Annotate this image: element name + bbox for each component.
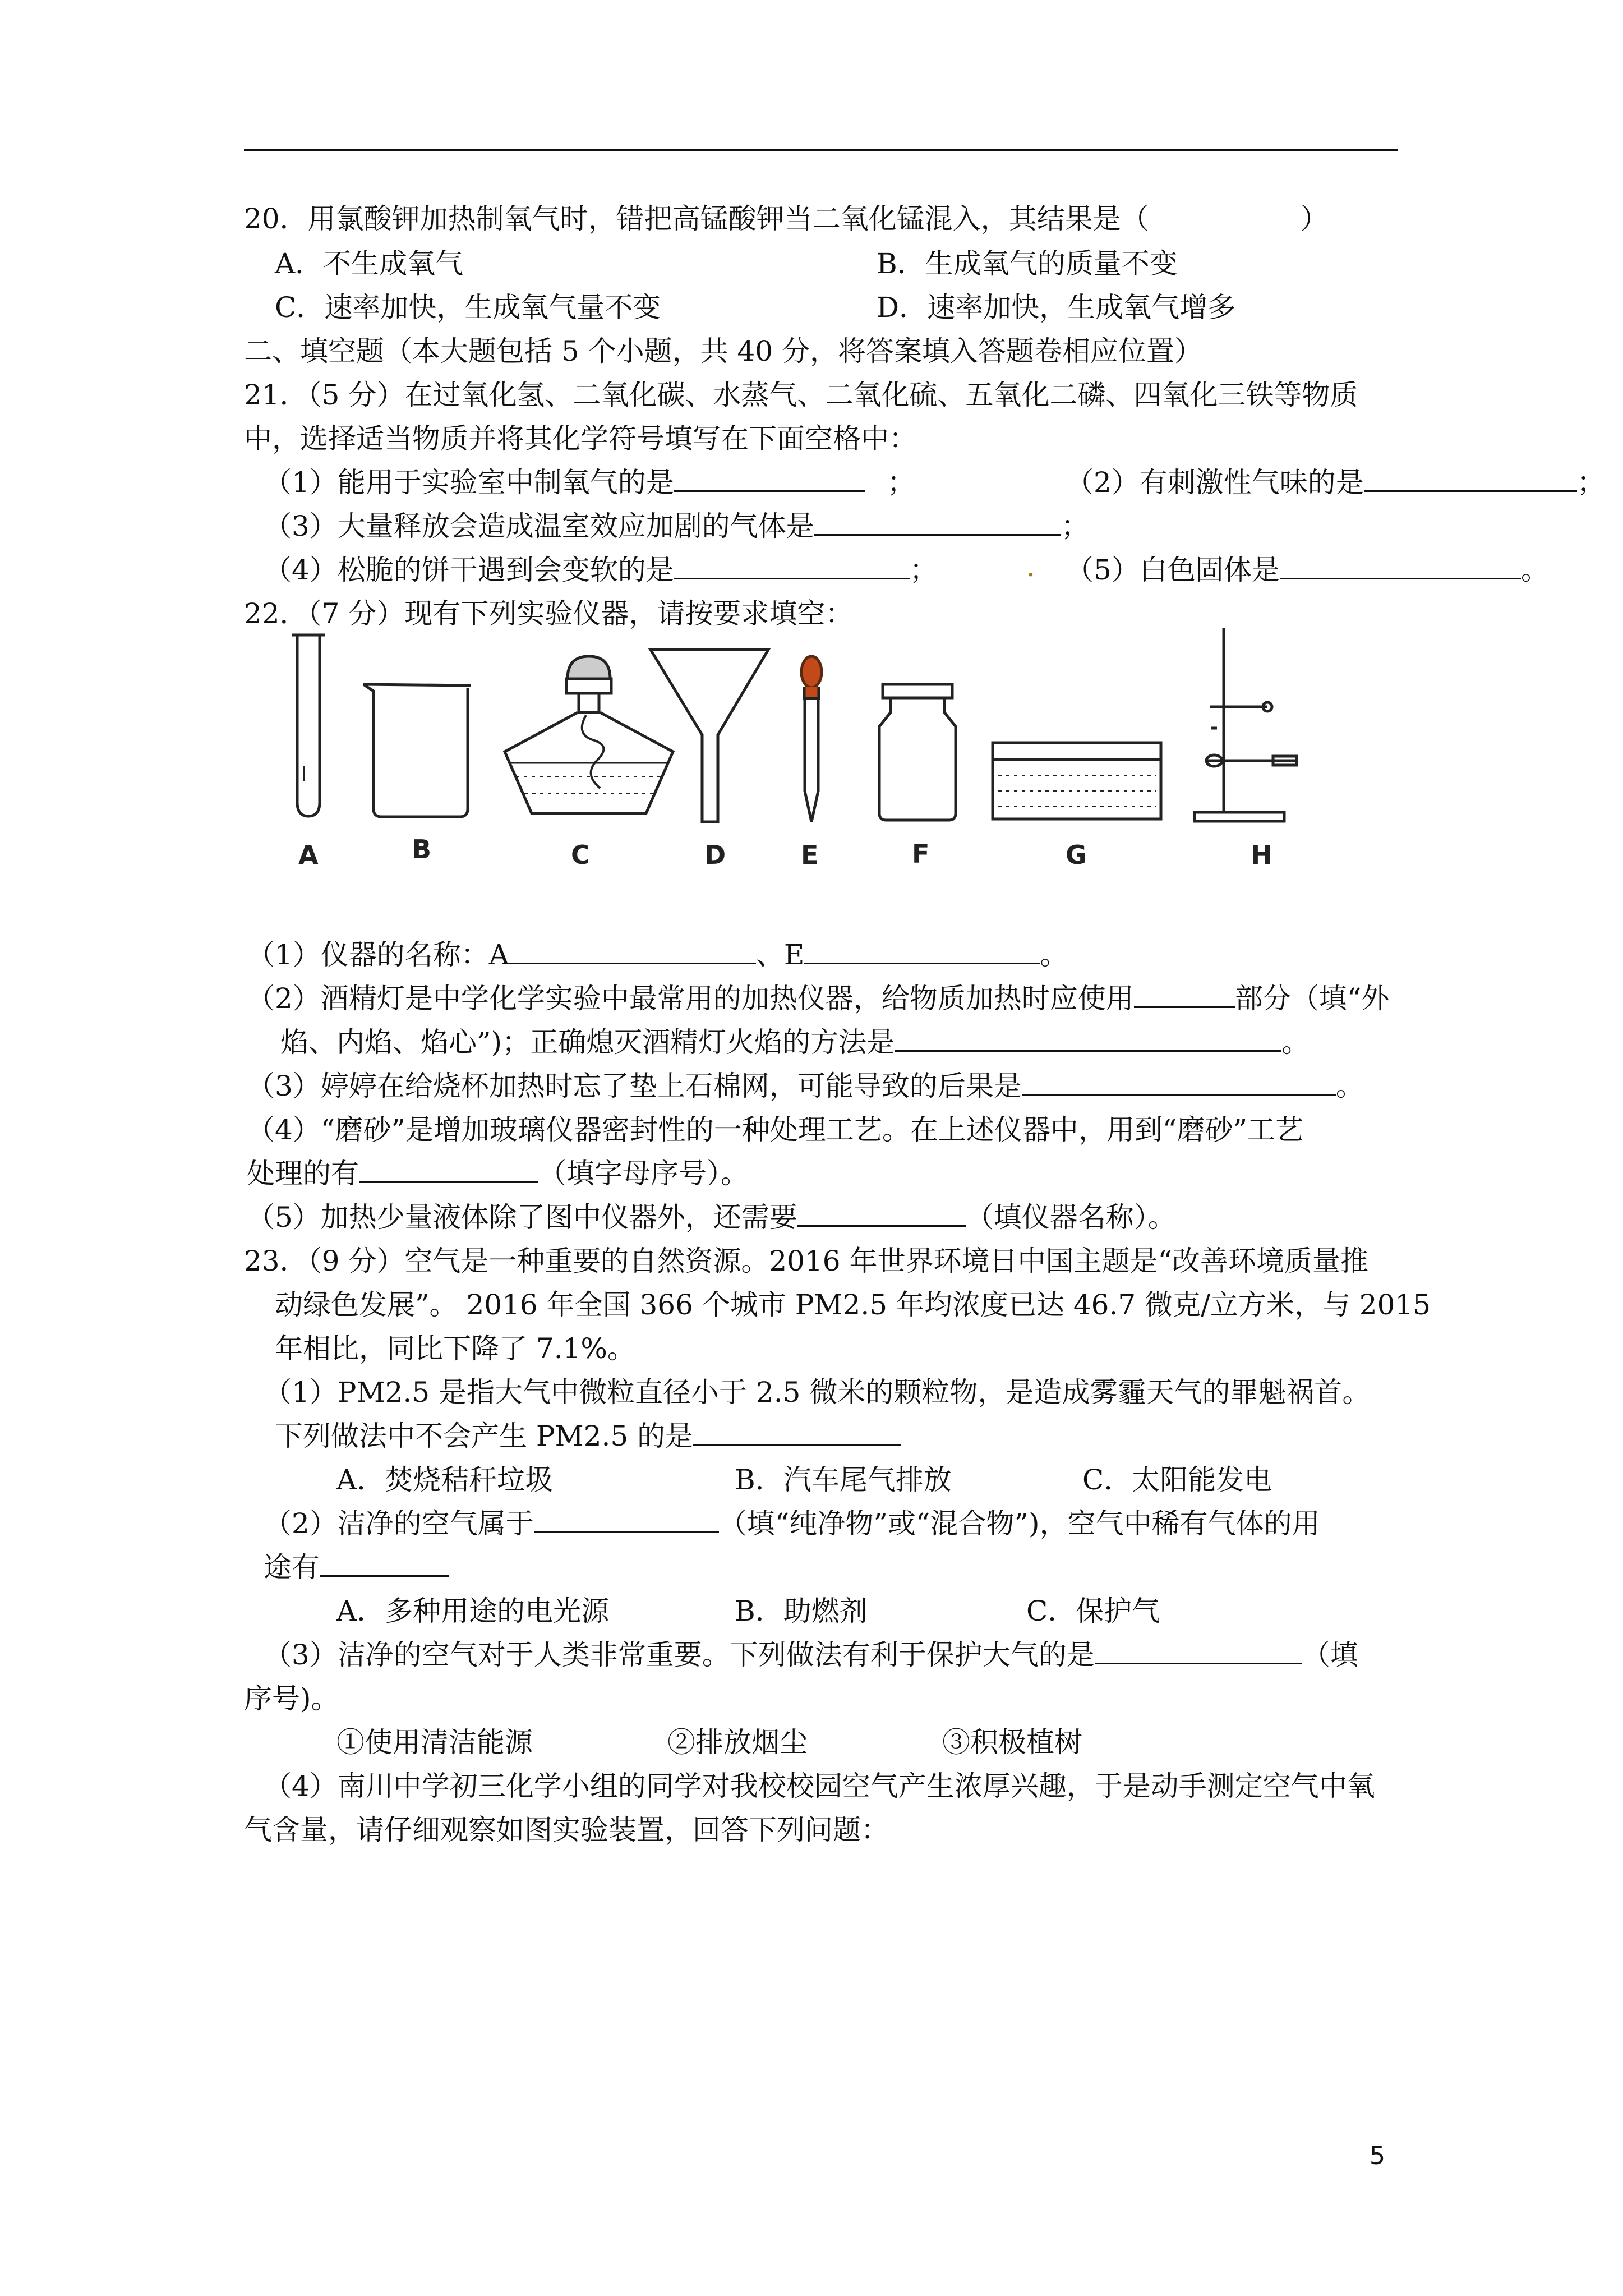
- q20-option-c: C．速率加快，生成氧气量不变: [275, 291, 661, 324]
- q23-stem-line2: 动绿色发展”。 2016 年全国 366 个城市 PM2.5 年均浓度已达 46.7 微克/立方米，与 2015: [275, 1289, 1431, 1321]
- label-e: E: [801, 840, 819, 870]
- answer-blank[interactable]: [1280, 553, 1521, 579]
- answer-blank[interactable]: [693, 1419, 901, 1446]
- q23-part3-option-3: ③积极植树: [942, 1726, 1082, 1759]
- q21-part3: （3）大量释放会造成温室效应加剧的气体是 ；: [264, 510, 1089, 542]
- section-2-heading: 二、填空题（本大题包括 5 个小题，共 40 分，将答案填入答题卷相应位置）: [244, 335, 1203, 367]
- header-rule: [244, 149, 1398, 151]
- dropper-icon: [801, 656, 822, 822]
- answer-blank[interactable]: [534, 1507, 719, 1533]
- answer-blank[interactable]: [814, 509, 1061, 536]
- q20-stem: 20．用氯酸钾加热制氧气时，错把高锰酸钾当二氧化锰混入，其结果是（ ）: [244, 203, 1329, 235]
- q23-part4-line2: 气含量，请仔细观察如图实验装置，回答下列问题：: [244, 1814, 889, 1846]
- q22-part2-line1: （2）酒精灯是中学化学实验中最常用的加热仪器，给物质加热时应使用 部分（填“外: [247, 982, 1390, 1015]
- test-tube-icon: [292, 635, 325, 816]
- q23-part2-option-a: A．多种用途的电光源: [336, 1595, 610, 1627]
- q22-part2-line2: 焰、内焰、焰心”)；正确熄灭酒精灯火焰的方法是 。: [280, 1026, 1310, 1059]
- stray-dot: .: [1026, 550, 1035, 583]
- q23-part2-option-b: B．助燃剂: [735, 1595, 868, 1627]
- answer-blank[interactable]: [359, 1157, 538, 1183]
- q23-part3-line2: 序号)。: [244, 1682, 339, 1715]
- q22-stem: 22．（7 分）现有下列实验仪器，请按要求填空：: [244, 597, 854, 630]
- answer-blank[interactable]: [1364, 466, 1577, 492]
- q20-option-d: D．速率加快，生成氧气增多: [877, 291, 1236, 324]
- label-d: D: [704, 840, 726, 870]
- q21-part2: （2）有刺激性气味的是 ；: [1066, 466, 1605, 499]
- lab-apparatus-figure: [264, 628, 1352, 881]
- answer-blank[interactable]: [895, 1025, 1281, 1052]
- reagent-bottle-icon: [879, 684, 956, 820]
- answer-blank[interactable]: [674, 466, 865, 492]
- funnel-icon: [651, 650, 768, 822]
- q23-stem-line1: 23．（9 分）空气是一种重要的自然资源。2016 年世界环境日中国主题是“改善环境质量推: [244, 1245, 1369, 1277]
- q23-part1-option-c: C．太阳能发电: [1082, 1464, 1272, 1496]
- answer-blank[interactable]: [674, 553, 910, 579]
- q20-option-b: B．生成氧气的质量不变: [877, 247, 1178, 280]
- answer-blank[interactable]: [509, 938, 756, 964]
- q22-part4-line2: 处理的有 （填字母序号）。: [247, 1157, 749, 1190]
- q23-part1-line1: （1）PM2.5 是指大气中微粒直径小于 2.5 微米的颗粒物，是造成雾霾天气的罪魁祸首。: [264, 1376, 1371, 1409]
- q22-part5: （5）加热少量液体除了图中仪器外，还需要 （填仪器名称）。: [247, 1201, 1176, 1234]
- q23-part1-option-b: B．汽车尾气排放: [735, 1464, 952, 1496]
- answer-blank[interactable]: [1134, 982, 1235, 1008]
- q22-part4-line1: （4）“磨砂”是增加玻璃仪器密封性的一种处理工艺。在上述仪器中，用到“磨砂”工艺: [247, 1114, 1304, 1146]
- q21-part4: （4）松脆的饼干遇到会变软的是 ；: [264, 554, 938, 586]
- q23-part1-line2: 下列做法中不会产生 PM2.5 的是: [275, 1419, 901, 1453]
- q23-part2-line1: （2）洁净的空气属于 （填“纯净物”或“混合物”)，空气中稀有气体的用: [264, 1507, 1320, 1540]
- q23-stem-line3: 年相比，同比下降了 7.1%。: [275, 1332, 635, 1365]
- answer-blank[interactable]: [1022, 1069, 1336, 1096]
- beaker-icon: [363, 684, 471, 817]
- answer-blank[interactable]: [320, 1550, 449, 1577]
- q23-part3-option-1: ①使用清洁能源: [336, 1726, 533, 1759]
- q23-part3-line1: （3）洁净的空气对于人类非常重要。下列做法有利于保护大气的是 （填: [264, 1639, 1358, 1671]
- answer-blank[interactable]: [1095, 1638, 1302, 1664]
- label-b: B: [412, 834, 432, 864]
- iron-stand-icon: [1195, 628, 1297, 821]
- q21-part1: （1）能用于实验室中制氧气的是 ；: [264, 466, 915, 499]
- page-number: 5: [1370, 2142, 1385, 2170]
- water-trough-icon: [993, 743, 1161, 819]
- answer-blank[interactable]: [797, 1200, 966, 1227]
- q20-option-a: A．不生成氧气: [275, 247, 464, 280]
- q21-stem-line1: 21．（5 分）在过氧化氢、二氧化碳、水蒸气、二氧化硫、五氧化二磷、四氧化三铁等物质: [244, 379, 1358, 411]
- label-h: H: [1251, 840, 1272, 870]
- q22-part3: （3）婷婷在给烧杯加热时忘了垫上石棉网，可能导致的后果是 。: [247, 1070, 1364, 1102]
- label-g: G: [1066, 840, 1087, 870]
- q21-stem-line2: 中，选择适当物质并将其化学符号填写在下面空格中：: [244, 422, 917, 455]
- alcohol-lamp-icon: [505, 656, 673, 813]
- q23-part2-option-c: C．保护气: [1026, 1595, 1160, 1627]
- answer-blank[interactable]: [804, 938, 1040, 964]
- q23-part3-option-2: ②排放烟尘: [667, 1726, 808, 1759]
- label-c: C: [571, 840, 590, 870]
- q23-part2-line2: 途有: [264, 1550, 449, 1584]
- q22-part1: （1）仪器的名称：A 、E 。: [247, 938, 1068, 971]
- q21-part5: （5）白色固体是 。: [1066, 554, 1549, 586]
- q23-part1-option-a: A．焚烧秸秆垃圾: [336, 1464, 554, 1496]
- label-f: F: [912, 839, 930, 869]
- label-a: A: [298, 840, 319, 870]
- q23-part4-line1: （4）南川中学初三化学小组的同学对我校校园空气产生浓厚兴趣，于是动手测定空气中氧: [264, 1770, 1375, 1802]
